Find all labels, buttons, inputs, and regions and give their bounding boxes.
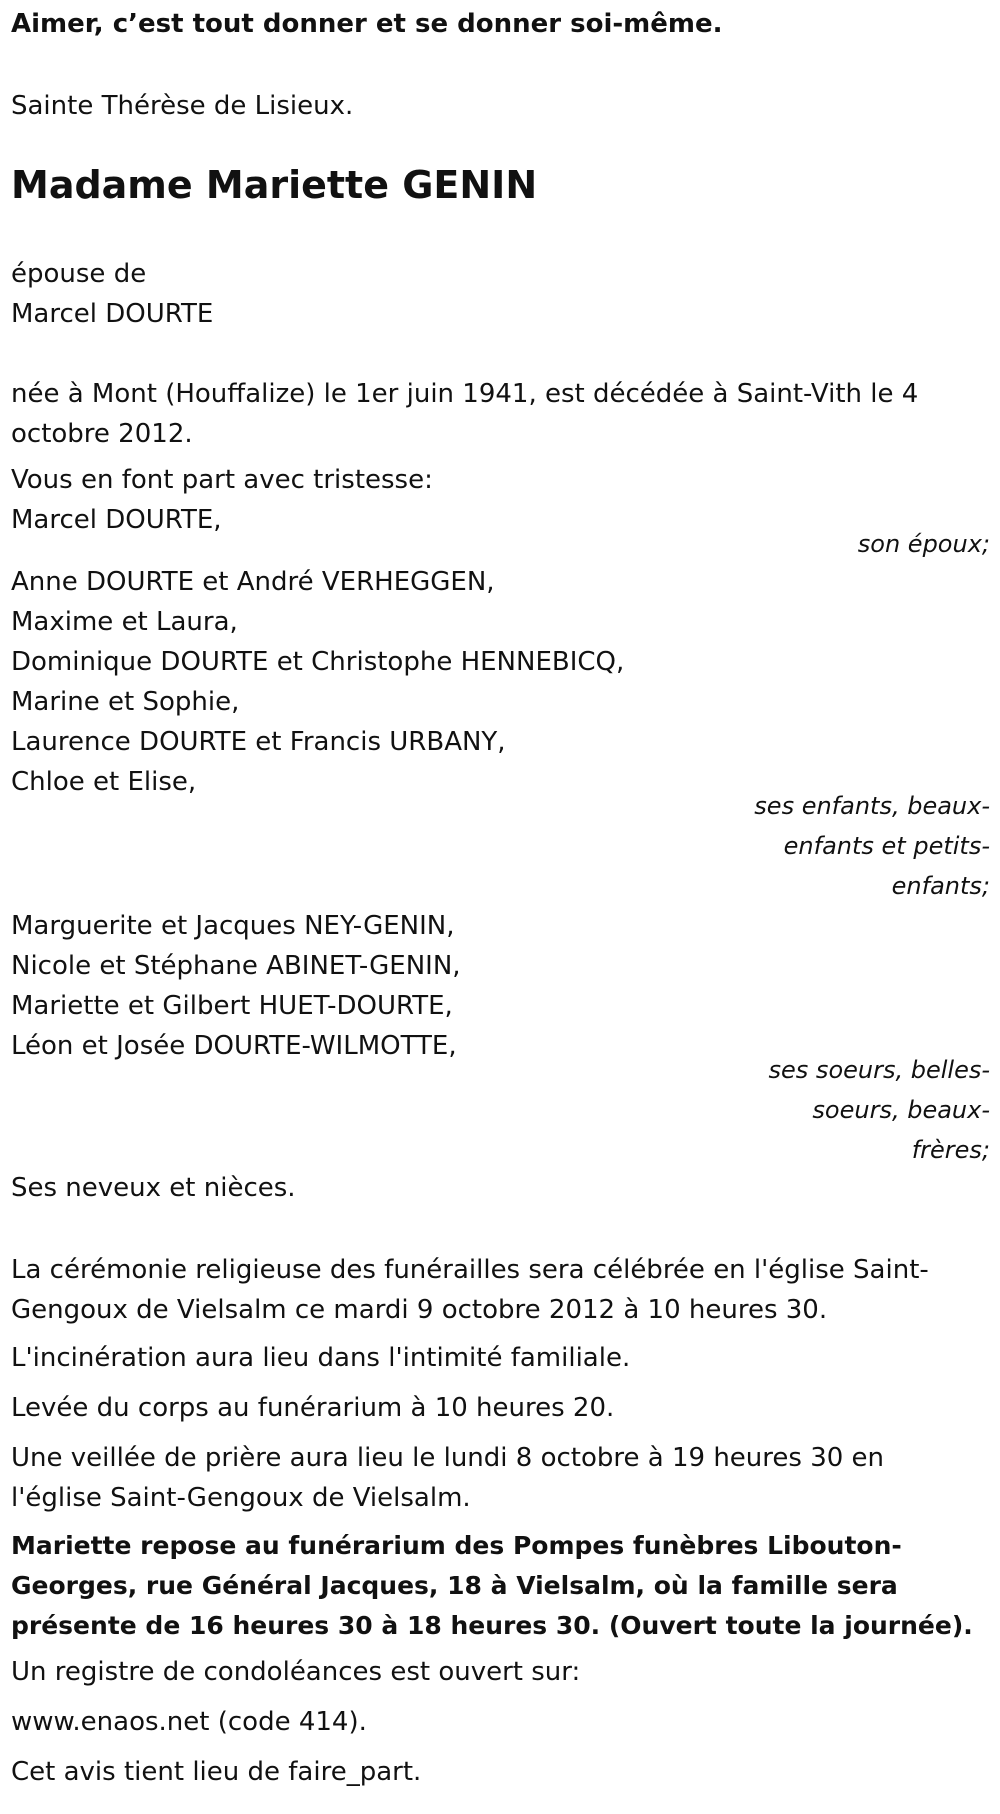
website-line: www.enaos.net (code 414). — [11, 1707, 367, 1737]
page-title — [11, 160, 986, 210]
quote-author-line: Sainte Thérèse de Lisieux. — [11, 91, 354, 121]
relation-line: enfants; — [891, 872, 990, 900]
spouse-block — [11, 254, 986, 334]
nephews-line: Ses neveux et nièces. — [11, 1173, 296, 1203]
relation-line: ses enfants, beaux- — [754, 792, 990, 820]
announce-line: Vous en font part avec tristesse: — [11, 465, 433, 495]
family-group-siblings — [11, 906, 986, 1066]
spouse-line-2: Marcel DOURTE — [11, 299, 214, 329]
relation-line: enfants et petits- — [783, 832, 990, 860]
relation-siblings — [690, 1050, 990, 1170]
ceremony-line-1: La cérémonie religieuse des funérailles sera célébrée en l'église Saint- — [11, 1255, 929, 1285]
family-name: Laurence DOURTE et Francis URBANY, — [11, 727, 506, 757]
relation-children — [690, 786, 990, 906]
register — [11, 1652, 986, 1692]
quote-line: Aimer, c’est tout donner et se donner soi-même. — [11, 9, 723, 39]
birth-death-line-1: née à Mont (Houffalize) le 1er juin 1941, est décédée à Saint-Vith le 4 — [11, 379, 919, 409]
relation-line: ses soeurs, belles- — [768, 1056, 990, 1084]
family-name: Maxime et Laura, — [11, 607, 238, 637]
rest-line-2: Georges, rue Général Jacques, 18 à Vielsalm, où la famille sera — [11, 1571, 898, 1600]
family-name: Chloe et Elise, — [11, 767, 197, 797]
ceremony-block — [11, 1250, 986, 1330]
vigil-block — [11, 1438, 986, 1518]
levee — [11, 1388, 986, 1428]
nephews — [11, 1168, 986, 1208]
rest-line-1: Mariette repose au funérarium des Pompes funèbres Libouton- — [11, 1531, 902, 1560]
incineration — [11, 1338, 986, 1378]
family-name: Nicole et Stéphane ABINET-GENIN, — [11, 951, 461, 981]
quote-author — [11, 86, 986, 126]
levee-line: Levée du corps au funérarium à 10 heures 20. — [11, 1393, 615, 1423]
register-line: Un registre de condoléances est ouvert sur: — [11, 1657, 581, 1687]
rest-block — [11, 1526, 986, 1646]
vigil-line-1: Une veillée de prière aura lieu le lundi 8 octobre à 19 heures 30 en — [11, 1443, 885, 1473]
faire-part-line: Cet avis tient lieu de faire_part. — [11, 1757, 422, 1787]
family-name: Marguerite et Jacques NEY-GENIN, — [11, 911, 455, 941]
quote-text — [11, 4, 986, 44]
birth-death-line-2: octobre 2012. — [11, 419, 193, 449]
faire-part — [11, 1752, 986, 1792]
family-name: Anne DOURTE et André VERHEGGEN, — [11, 567, 495, 597]
family-name: Marcel DOURTE, — [11, 505, 222, 535]
relation-line: son époux; — [857, 530, 990, 558]
family-group-children — [11, 562, 986, 802]
birth-death-block — [11, 374, 986, 454]
family-name: Léon et Josée DOURTE-WILMOTTE, — [11, 1031, 457, 1061]
rest-line-3: présente de 16 heures 30 à 18 heures 30. (Ouvert toute la journée). — [11, 1611, 973, 1640]
relation-line: soeurs, beaux- — [812, 1096, 990, 1124]
ceremony-line-2: Gengoux de Vielsalm ce mardi 9 octobre 2012 à 10 heures 30. — [11, 1295, 828, 1325]
family-name: Marine et Sophie, — [11, 687, 240, 717]
incineration-line: L'incinération aura lieu dans l'intimité familiale. — [11, 1343, 631, 1373]
spouse-line-1: épouse de — [11, 259, 147, 289]
relation-line: frères; — [911, 1136, 990, 1164]
vigil-line-2: l'église Saint-Gengoux de Vielsalm. — [11, 1483, 471, 1513]
family-name: Dominique DOURTE et Christophe HENNEBICQ, — [11, 647, 625, 677]
family-name: Mariette et Gilbert HUET-DOURTE, — [11, 991, 453, 1021]
website — [11, 1702, 986, 1742]
relation-spouse — [690, 524, 990, 564]
deceased-name: Madame Mariette GENIN — [11, 163, 538, 207]
